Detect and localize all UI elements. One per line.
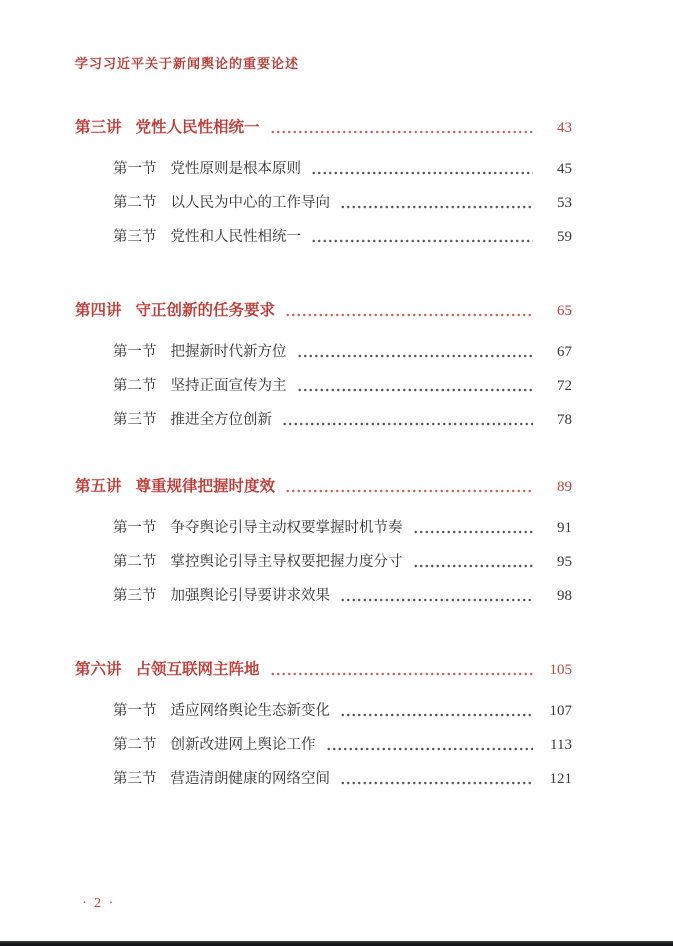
section-title: 争夺舆论引导主动权要掌握时机节奏	[170, 520, 403, 536]
section-title: 把握新时代新方位	[170, 344, 287, 360]
section-page-number: 45	[557, 161, 572, 177]
dot-leader	[270, 118, 533, 138]
chapter-page-number: 105	[549, 662, 572, 678]
section-page-number: 78	[557, 412, 572, 428]
toc-chapter-entry	[75, 301, 572, 321]
toc-chapter-block-6	[75, 660, 572, 789]
section-title: 党性和人民性相统一	[170, 229, 301, 245]
toc-section-entry	[75, 342, 572, 362]
toc-chapter-entry	[75, 118, 572, 138]
section-title: 党性原则是根本原则	[170, 161, 301, 177]
section-title: 营造清朗健康的网络空间	[170, 771, 330, 787]
toc-section-entry	[75, 518, 572, 538]
section-number: 第二节	[113, 378, 157, 394]
section-title: 推进全方位创新	[170, 412, 272, 428]
chapter-number: 第三讲	[75, 119, 122, 136]
section-page-number: 67	[557, 344, 572, 360]
section-number: 第二节	[113, 195, 157, 211]
running-header: 学习习近平关于新闻舆论的重要论述	[75, 56, 300, 71]
dot-leader	[413, 518, 534, 538]
toc-chapter-entry	[75, 477, 572, 497]
toc-section-entry	[75, 701, 572, 721]
section-number: 第三节	[113, 588, 157, 604]
section-page-number: 59	[557, 229, 572, 245]
section-number: 第三节	[113, 412, 157, 428]
dot-leader	[326, 735, 534, 755]
toc-section-entry	[75, 410, 572, 430]
chapter-page-number: 89	[557, 479, 572, 495]
chapter-number: 第四讲	[75, 302, 122, 319]
section-page-number: 107	[549, 703, 572, 719]
toc-chapter-block-5	[75, 477, 572, 606]
toc-section-entry	[75, 735, 572, 755]
toc-section-entry	[75, 586, 572, 606]
section-title: 坚持正面宣传为主	[170, 378, 287, 394]
toc-section-entry	[75, 159, 572, 179]
section-title: 以人民为中心的工作导向	[170, 195, 330, 211]
toc-chapter-block-4	[75, 301, 572, 430]
chapter-number: 第五讲	[75, 478, 122, 495]
section-number: 第一节	[113, 520, 157, 536]
scan-edge-strip	[0, 941, 673, 946]
dot-leader	[311, 227, 533, 247]
toc-chapter-block-3	[75, 118, 572, 247]
section-number: 第三节	[113, 229, 157, 245]
section-title: 加强舆论引导要讲求效果	[170, 588, 330, 604]
section-number: 第二节	[113, 737, 157, 753]
toc-section-entry	[75, 227, 572, 247]
dot-leader	[340, 701, 533, 721]
chapter-page-number: 65	[557, 303, 572, 319]
folio-page-number: · 2 ·	[82, 896, 116, 911]
dot-leader	[297, 376, 534, 396]
dot-leader	[340, 769, 533, 789]
dot-leader	[270, 660, 533, 680]
section-title: 掌控舆论引导主导权要把握力度分寸	[170, 554, 403, 570]
section-number: 第二节	[113, 554, 157, 570]
section-page-number: 98	[557, 588, 572, 604]
section-page-number: 113	[550, 737, 572, 753]
section-number: 第一节	[113, 344, 157, 360]
chapter-page-number: 43	[557, 120, 572, 136]
section-page-number: 95	[557, 554, 572, 570]
toc-section-entry	[75, 552, 572, 572]
dot-leader	[340, 586, 533, 606]
section-title: 创新改进网上舆论工作	[170, 737, 316, 753]
chapter-title: 占领互联网主阵地	[135, 661, 260, 678]
section-page-number: 91	[557, 520, 572, 536]
dot-leader	[413, 552, 534, 572]
chapter-number: 第六讲	[75, 661, 122, 678]
dot-leader	[285, 477, 533, 497]
section-number: 第一节	[113, 703, 157, 719]
dot-leader	[282, 410, 533, 430]
toc-section-entry	[75, 376, 572, 396]
section-title: 适应网络舆论生态新变化	[170, 703, 330, 719]
toc-chapter-entry	[75, 660, 572, 680]
chapter-title: 尊重规律把握时度效	[135, 478, 276, 495]
section-number: 第一节	[113, 161, 157, 177]
section-page-number: 121	[549, 771, 572, 787]
chapter-title: 守正创新的任务要求	[135, 302, 276, 319]
chapter-title: 党性人民性相统一	[135, 119, 260, 136]
dot-leader	[311, 159, 533, 179]
section-page-number: 53	[557, 195, 572, 211]
dot-leader	[297, 342, 534, 362]
dot-leader	[285, 301, 533, 321]
section-page-number: 72	[557, 378, 572, 394]
toc-section-entry	[75, 769, 572, 789]
dot-leader	[340, 193, 533, 213]
toc-section-entry	[75, 193, 572, 213]
section-number: 第三节	[113, 771, 157, 787]
